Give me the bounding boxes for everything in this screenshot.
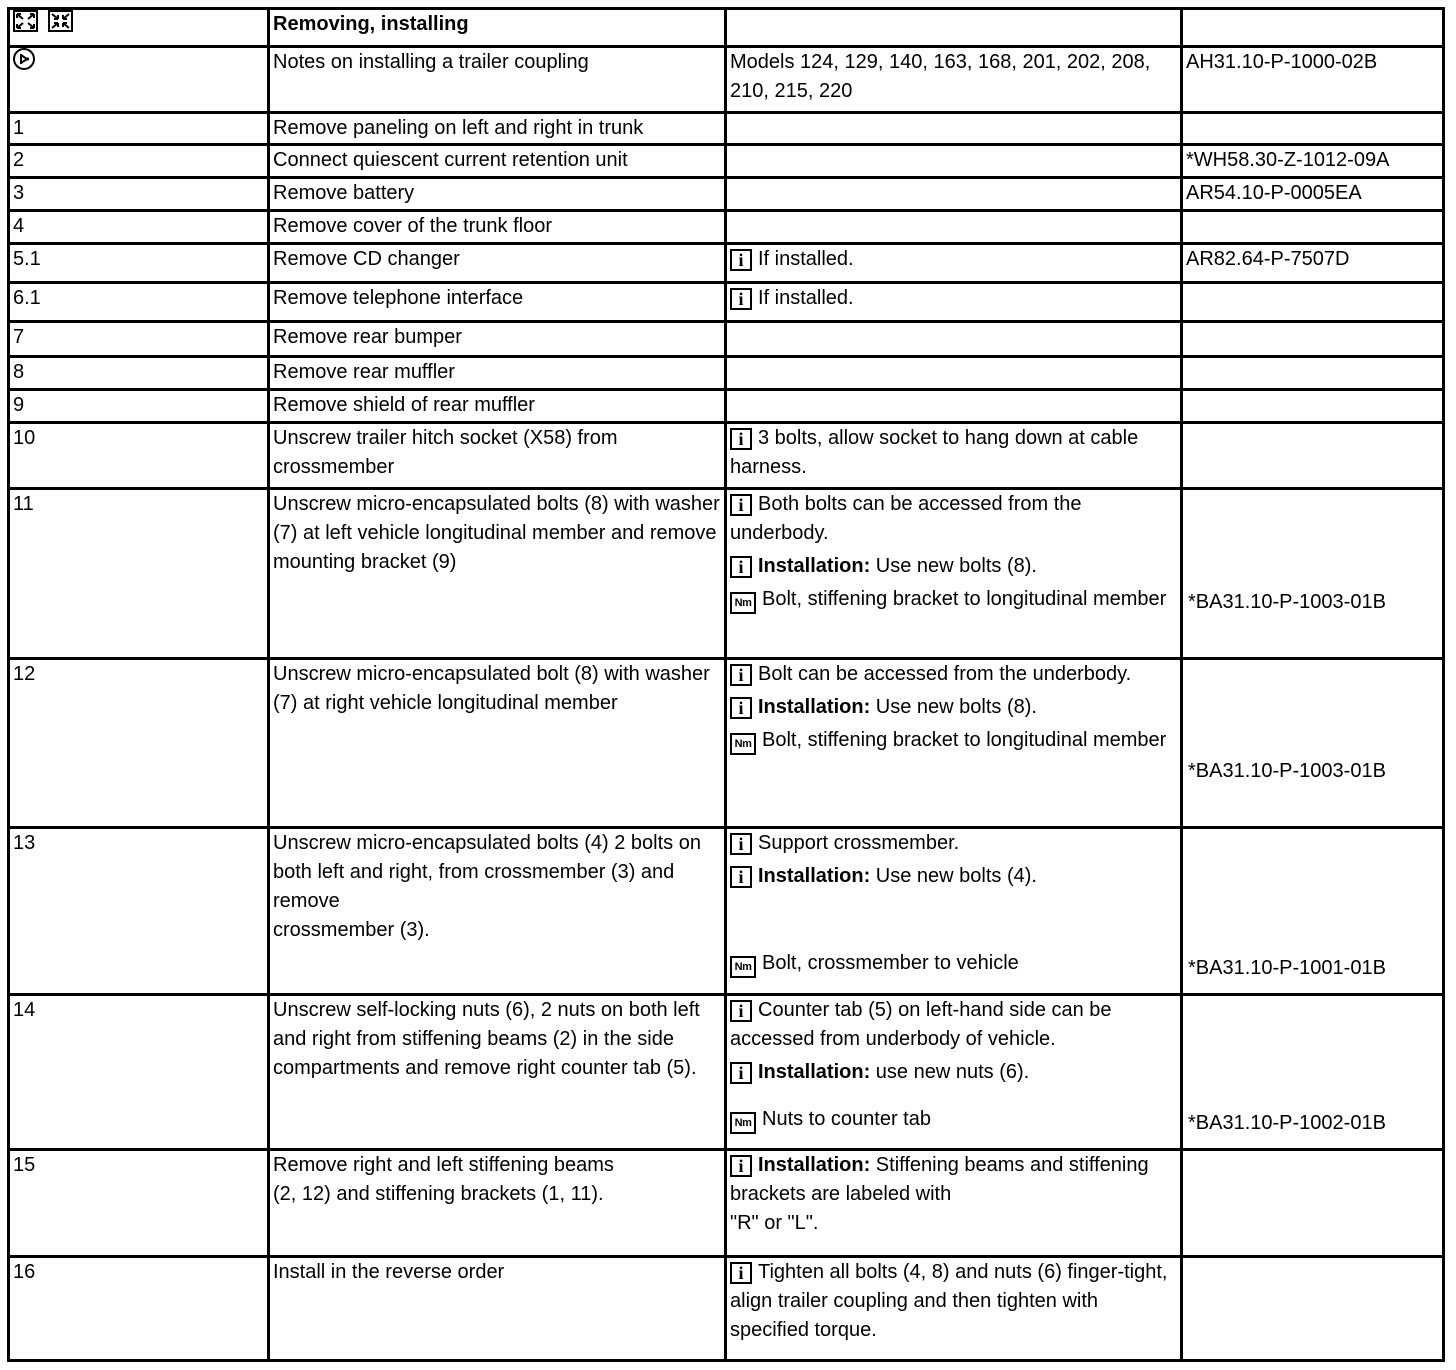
- note-line: [730, 660, 1176, 689]
- install-label: Installation:: [758, 696, 871, 718]
- table-row: [9, 357, 1444, 390]
- install-label: Installation:: [758, 1061, 871, 1083]
- spacer: [730, 1087, 1176, 1105]
- description-text: (2, 12) and stiffening brackets (1, 11).: [273, 1183, 604, 1205]
- step-number: 1: [9, 113, 269, 145]
- step-description: Unscrew micro-encapsulated bolts (8) with washer (7) at left vehicle longitudinal member and remove mounting bracket (9): [269, 489, 726, 659]
- install-line: [730, 1151, 1176, 1209]
- note-text: Both bolts can be accessed from the underbody.: [730, 493, 1082, 544]
- table-row: [9, 244, 1444, 283]
- table-row: [9, 113, 1444, 145]
- step-note: [726, 423, 1182, 489]
- header-empty-cell: [726, 9, 1182, 47]
- step-note: [726, 113, 1182, 145]
- note-text: Counter tab (5) on left-hand side can be accessed from underbody of vehicle.: [730, 999, 1112, 1050]
- description-text: crossmember (3).: [273, 919, 430, 941]
- step-number: 11: [9, 489, 269, 659]
- torque-icon: Nm: [730, 956, 756, 978]
- torque-reference[interactable]: *BA31.10-P-1001-01B: [1188, 957, 1386, 979]
- step-number: 9: [9, 390, 269, 423]
- collapse-icon[interactable]: [48, 10, 73, 32]
- info-icon: i: [730, 833, 752, 855]
- install-line: [730, 1058, 1176, 1087]
- step-description: [269, 828, 726, 995]
- step-description: Connect quiescent current retention unit: [269, 145, 726, 178]
- table-row: [9, 283, 1444, 322]
- torque-reference[interactable]: *BA31.10-P-1003-01B: [1188, 591, 1386, 613]
- install-label: Installation:: [758, 1154, 871, 1176]
- install-text: "R" or "L".: [730, 1212, 819, 1234]
- torque-icon: Nm: [730, 592, 756, 614]
- step-note: [726, 390, 1182, 423]
- step-number: 10: [9, 423, 269, 489]
- step-note: [726, 357, 1182, 390]
- table-row: [9, 322, 1444, 357]
- install-text: use new nuts (6).: [875, 1061, 1030, 1083]
- step-description: [269, 1150, 726, 1257]
- torque-text: Nuts to counter tab: [762, 1108, 931, 1130]
- note-text: If installed.: [758, 287, 854, 309]
- info-icon: i: [730, 1062, 752, 1084]
- step-description: Install in the reverse order: [269, 1257, 726, 1361]
- step-note: [726, 244, 1182, 283]
- description-text: Remove right and left stiffening beams: [273, 1154, 614, 1176]
- step-number: 16: [9, 1257, 269, 1361]
- note-line: [730, 829, 1176, 858]
- info-icon: i: [730, 664, 752, 686]
- step-note: [726, 211, 1182, 244]
- info-icon: i: [730, 1000, 752, 1022]
- note-text: If installed.: [758, 248, 854, 270]
- step-description: Remove shield of rear muffler: [269, 390, 726, 423]
- step-note: [726, 283, 1182, 322]
- step-note: [726, 489, 1182, 659]
- step-number: 3: [9, 178, 269, 211]
- table-row: [9, 1150, 1444, 1257]
- step-reference: [1182, 828, 1444, 995]
- step-note: [726, 828, 1182, 995]
- step-note: [726, 322, 1182, 357]
- info-icon: i: [730, 249, 752, 271]
- step-reference: [1182, 211, 1444, 244]
- table-row: [9, 489, 1444, 659]
- step-number: 12: [9, 659, 269, 828]
- install-text: Stiffening beams and stiffening brackets are labeled with: [730, 1154, 1149, 1205]
- info-icon: i: [730, 1262, 752, 1284]
- notes-icon-cell: [9, 47, 269, 113]
- torque-reference[interactable]: *BA31.10-P-1002-01B: [1188, 1112, 1386, 1134]
- note-text: Tighten all bolts (4, 8) and nuts (6) finger-tight, align trailer coupling and then tighten with specified torque.: [730, 1261, 1168, 1341]
- step-description: Remove telephone interface: [269, 283, 726, 322]
- torque-reference[interactable]: *BA31.10-P-1003-01B: [1188, 760, 1386, 782]
- notes-title[interactable]: Notes on installing a trailer coupling: [269, 47, 726, 113]
- install-label: Installation:: [758, 865, 871, 887]
- step-reference: [1182, 390, 1444, 423]
- note-text: Bolt can be accessed from the underbody.: [758, 663, 1132, 685]
- notes-circle-icon[interactable]: [13, 48, 35, 70]
- torque-line: [730, 585, 1176, 614]
- table-row: [9, 828, 1444, 995]
- info-icon: i: [730, 697, 752, 719]
- step-description: Unscrew micro-encapsulated bolt (8) with washer (7) at right vehicle longitudinal member: [269, 659, 726, 828]
- install-text: Use new bolts (8).: [875, 555, 1037, 577]
- table-row: [9, 423, 1444, 489]
- expand-icon[interactable]: [13, 10, 38, 32]
- step-number: 13: [9, 828, 269, 995]
- step-note: [726, 178, 1182, 211]
- torque-line: [730, 726, 1176, 755]
- note-text: 3 bolts, allow socket to hang down at cable harness.: [730, 427, 1139, 478]
- step-note: [726, 995, 1182, 1150]
- info-icon: i: [730, 556, 752, 578]
- install-text: Use new bolts (4).: [875, 865, 1037, 887]
- table-row: [9, 659, 1444, 828]
- step-reference[interactable]: *WH58.30-Z-1012-09A: [1182, 145, 1444, 178]
- step-description: Remove CD changer: [269, 244, 726, 283]
- step-description: Remove paneling on left and right in trunk: [269, 113, 726, 145]
- table-row: [9, 1257, 1444, 1361]
- step-reference[interactable]: AR82.64-P-7507D: [1182, 244, 1444, 283]
- info-icon: i: [730, 866, 752, 888]
- step-description: Remove rear bumper: [269, 322, 726, 357]
- step-reference: [1182, 113, 1444, 145]
- step-description: Remove rear muffler: [269, 357, 726, 390]
- header-icons-cell: [9, 9, 269, 47]
- step-description: Unscrew self-locking nuts (6), 2 nuts on both left and right from stiffening beams (2) in the side compartments and remove right counter tab (5).: [269, 995, 726, 1150]
- step-reference: [1182, 322, 1444, 357]
- torque-text: Bolt, stiffening bracket to longitudinal member: [762, 588, 1167, 610]
- torque-icon: Nm: [730, 1112, 756, 1134]
- torque-text: Bolt, crossmember to vehicle: [762, 952, 1019, 974]
- description-text: Unscrew micro-encapsulated bolts (4) 2 bolts on both left and right, from crossmember (3) and remove: [273, 832, 701, 912]
- torque-icon: Nm: [730, 733, 756, 755]
- header-row: [9, 9, 1444, 47]
- step-number: 2: [9, 145, 269, 178]
- step-reference: [1182, 423, 1444, 489]
- step-note: [726, 145, 1182, 178]
- step-number: 6.1: [9, 283, 269, 322]
- table-row: [9, 390, 1444, 423]
- step-number: 4: [9, 211, 269, 244]
- note-text: Support crossmember.: [758, 832, 960, 854]
- note-line: [730, 490, 1176, 548]
- table-row: [9, 995, 1444, 1150]
- notes-row: [9, 47, 1444, 113]
- info-icon: i: [730, 494, 752, 516]
- table-row: [9, 211, 1444, 244]
- install-text: Use new bolts (8).: [875, 696, 1037, 718]
- step-number: 7: [9, 322, 269, 357]
- header-title: Removing, installing: [269, 9, 726, 47]
- step-description: Remove cover of the trunk floor: [269, 211, 726, 244]
- table-row: [9, 178, 1444, 211]
- header-empty-cell: [1182, 9, 1444, 47]
- step-number: 8: [9, 357, 269, 390]
- procedure-table: [7, 7, 1445, 1362]
- table-row: [9, 145, 1444, 178]
- spacer: [730, 891, 1176, 949]
- step-reference[interactable]: AR54.10-P-0005EA: [1182, 178, 1444, 211]
- torque-line: [730, 1105, 1176, 1134]
- step-description: Remove battery: [269, 178, 726, 211]
- install-line: [730, 862, 1176, 891]
- step-reference: [1182, 283, 1444, 322]
- install-label: Installation:: [758, 555, 871, 577]
- step-reference: [1182, 1257, 1444, 1361]
- info-icon: i: [730, 428, 752, 450]
- step-description: Unscrew trailer hitch socket (X58) from crossmember: [269, 423, 726, 489]
- torque-text: Bolt, stiffening bracket to longitudinal member: [762, 729, 1167, 751]
- step-reference: [1182, 489, 1444, 659]
- notes-models: Models 124, 129, 140, 163, 168, 201, 202, 208, 210, 215, 220: [726, 47, 1182, 113]
- step-reference: [1182, 357, 1444, 390]
- step-reference: [1182, 1150, 1444, 1257]
- step-reference: [1182, 659, 1444, 828]
- step-number: 14: [9, 995, 269, 1150]
- procedure-page: [7, 7, 1442, 1362]
- step-number: 5.1: [9, 244, 269, 283]
- install-line: [730, 693, 1176, 722]
- info-icon: i: [730, 1155, 752, 1177]
- step-number: 15: [9, 1150, 269, 1257]
- step-note: [726, 1257, 1182, 1361]
- step-note: [726, 1150, 1182, 1257]
- torque-line: [730, 949, 1176, 978]
- step-reference: [1182, 995, 1444, 1150]
- step-note: [726, 659, 1182, 828]
- notes-reference[interactable]: AH31.10-P-1000-02B: [1182, 47, 1444, 113]
- info-icon: i: [730, 288, 752, 310]
- note-line: [730, 996, 1176, 1054]
- install-line: [730, 552, 1176, 581]
